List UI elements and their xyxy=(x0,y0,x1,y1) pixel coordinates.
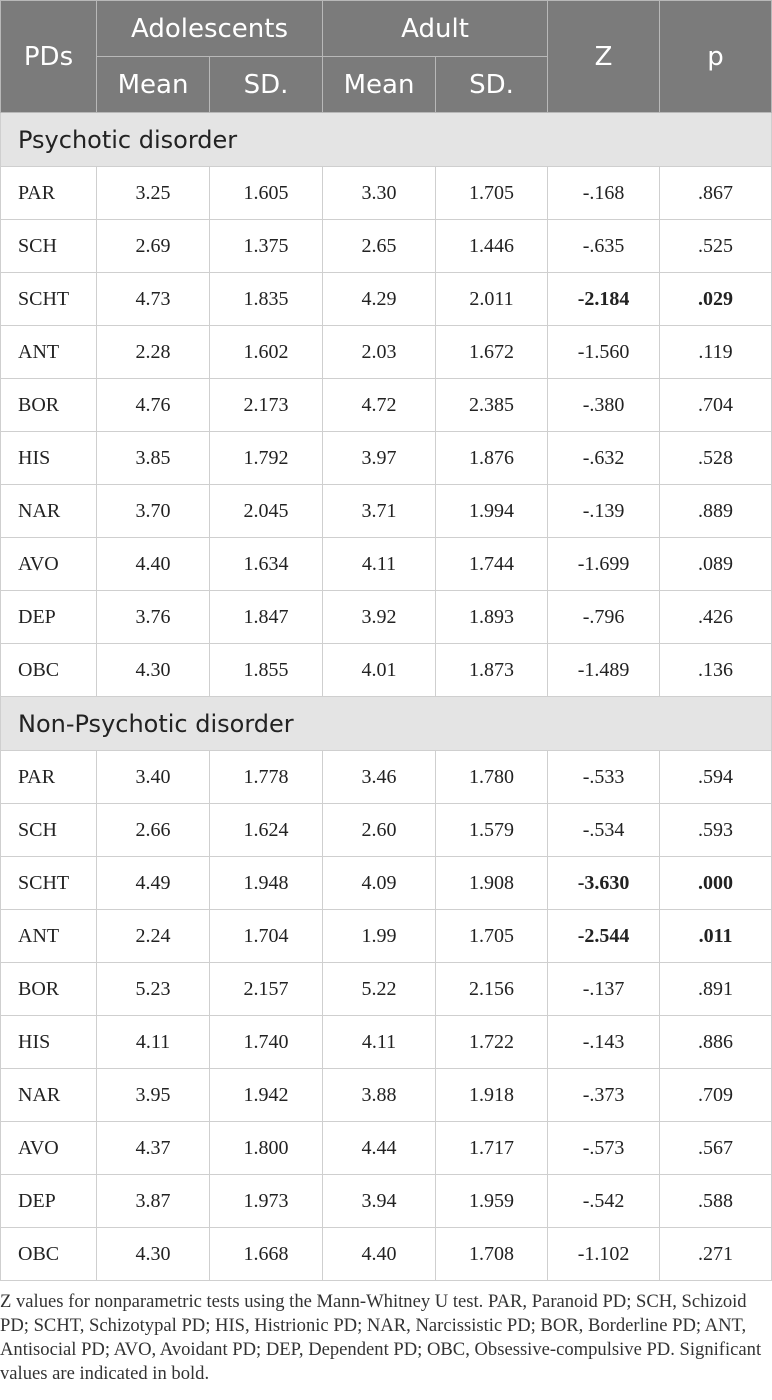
adolescents-sd-cell: 1.973 xyxy=(210,1175,323,1228)
p-cell: .709 xyxy=(660,1069,772,1122)
adult-mean-cell: 4.11 xyxy=(323,538,436,591)
header-p: p xyxy=(660,1,772,113)
adult-mean-cell: 3.92 xyxy=(323,591,436,644)
section-title: Non-Psychotic disorder xyxy=(1,697,772,751)
adolescents-mean-cell: 3.85 xyxy=(97,432,210,485)
adolescents-sd-cell: 1.704 xyxy=(210,910,323,963)
adolescents-sd-cell: 1.375 xyxy=(210,220,323,273)
adult-sd-cell: 1.873 xyxy=(436,644,548,697)
adult-mean-cell: 3.97 xyxy=(323,432,436,485)
adolescents-sd-cell: 1.800 xyxy=(210,1122,323,1175)
p-cell: .593 xyxy=(660,804,772,857)
adolescents-mean-cell: 5.23 xyxy=(97,963,210,1016)
table-row xyxy=(1,273,772,326)
z-cell: -.380 xyxy=(548,379,660,432)
p-cell: .029 xyxy=(660,273,772,326)
adolescents-mean-cell: 2.66 xyxy=(97,804,210,857)
p-cell: .588 xyxy=(660,1175,772,1228)
pd-cell: NAR xyxy=(1,1069,97,1122)
table-row xyxy=(1,751,772,804)
adolescents-mean-cell: 4.73 xyxy=(97,273,210,326)
table-row xyxy=(1,485,772,538)
adolescents-sd-cell: 1.942 xyxy=(210,1069,323,1122)
adolescents-mean-cell: 4.49 xyxy=(97,857,210,910)
z-cell: -.137 xyxy=(548,963,660,1016)
table-row xyxy=(1,432,772,485)
table-row xyxy=(1,857,772,910)
table-header xyxy=(1,1,772,113)
pd-cell: SCH xyxy=(1,220,97,273)
adult-mean-cell: 3.94 xyxy=(323,1175,436,1228)
z-cell: -.632 xyxy=(548,432,660,485)
section-title: Psychotic disorder xyxy=(1,113,772,167)
adolescents-sd-cell: 2.157 xyxy=(210,963,323,1016)
p-cell: .891 xyxy=(660,963,772,1016)
pd-cell: DEP xyxy=(1,1175,97,1228)
adult-sd-cell: 1.705 xyxy=(436,167,548,220)
adolescents-sd-cell: 1.602 xyxy=(210,326,323,379)
table-row xyxy=(1,326,772,379)
table-row xyxy=(1,910,772,963)
adolescents-sd-cell: 2.173 xyxy=(210,379,323,432)
p-cell: .704 xyxy=(660,379,772,432)
z-cell: -.373 xyxy=(548,1069,660,1122)
adult-mean-cell: 1.99 xyxy=(323,910,436,963)
pd-cell: HIS xyxy=(1,432,97,485)
z-cell: -.796 xyxy=(548,591,660,644)
pd-cell: NAR xyxy=(1,485,97,538)
z-cell: -.168 xyxy=(548,167,660,220)
adult-sd-cell: 2.385 xyxy=(436,379,548,432)
table-row xyxy=(1,379,772,432)
adolescents-sd-cell: 1.740 xyxy=(210,1016,323,1069)
adult-sd-cell: 1.876 xyxy=(436,432,548,485)
pd-cell: ANT xyxy=(1,910,97,963)
pd-cell: OBC xyxy=(1,644,97,697)
adult-sd-cell: 1.672 xyxy=(436,326,548,379)
p-cell: .271 xyxy=(660,1228,772,1281)
header-row-groups xyxy=(1,1,772,57)
table-row xyxy=(1,1122,772,1175)
adolescents-mean-cell: 4.40 xyxy=(97,538,210,591)
p-cell: .525 xyxy=(660,220,772,273)
adolescents-mean-cell: 3.70 xyxy=(97,485,210,538)
p-cell: .567 xyxy=(660,1122,772,1175)
pd-cell: SCHT xyxy=(1,857,97,910)
p-cell: .528 xyxy=(660,432,772,485)
z-cell: -.534 xyxy=(548,804,660,857)
pd-cell: AVO xyxy=(1,1122,97,1175)
adult-sd-cell: 1.722 xyxy=(436,1016,548,1069)
z-cell: -3.630 xyxy=(548,857,660,910)
z-cell: -.635 xyxy=(548,220,660,273)
p-cell: .136 xyxy=(660,644,772,697)
pd-cell: PAR xyxy=(1,167,97,220)
section-header-row xyxy=(1,113,772,167)
adult-sd-cell: 1.705 xyxy=(436,910,548,963)
table-row xyxy=(1,1228,772,1281)
z-cell: -.573 xyxy=(548,1122,660,1175)
adolescents-mean-cell: 3.76 xyxy=(97,591,210,644)
adult-sd-cell: 2.156 xyxy=(436,963,548,1016)
p-cell: .011 xyxy=(660,910,772,963)
header-z: Z xyxy=(548,1,660,113)
header-adolescents-sd: SD. xyxy=(210,57,323,113)
pd-cell: OBC xyxy=(1,1228,97,1281)
adult-sd-cell: 1.579 xyxy=(436,804,548,857)
pd-cell: ANT xyxy=(1,326,97,379)
adolescents-mean-cell: 3.40 xyxy=(97,751,210,804)
z-cell: -2.544 xyxy=(548,910,660,963)
p-cell: .119 xyxy=(660,326,772,379)
header-adult: Adult xyxy=(323,1,548,57)
header-pds: PDs xyxy=(1,1,97,113)
adult-mean-cell: 3.46 xyxy=(323,751,436,804)
section-header-row xyxy=(1,697,772,751)
z-cell: -.139 xyxy=(548,485,660,538)
pd-cell: BOR xyxy=(1,379,97,432)
adult-mean-cell: 4.72 xyxy=(323,379,436,432)
table-row xyxy=(1,220,772,273)
table-row xyxy=(1,963,772,1016)
header-adult-sd: SD. xyxy=(436,57,548,113)
adult-mean-cell: 2.65 xyxy=(323,220,436,273)
table-footnote: Z values for nonparametric tests using the Mann-Whitney U test. PAR, Paranoid PD; SCH, Schizoid PD; SCHT, Schizotypal PD; HIS, Histrionic PD; NAR, Narcissistic PD; BOR, Borderline PD; ANT, Antisocial PD; AVO, Avoidant PD; DEP, Dependent PD; OBC, Obsessive-compulsive PD. Significant values are indicated in bold. xyxy=(0,1291,762,1384)
adult-sd-cell: 1.780 xyxy=(436,751,548,804)
z-cell: -.533 xyxy=(548,751,660,804)
adult-sd-cell: 1.908 xyxy=(436,857,548,910)
adolescents-sd-cell: 1.847 xyxy=(210,591,323,644)
table-row xyxy=(1,1069,772,1122)
adult-sd-cell: 1.446 xyxy=(436,220,548,273)
table-row xyxy=(1,538,772,591)
adolescents-sd-cell: 1.792 xyxy=(210,432,323,485)
adult-mean-cell: 4.29 xyxy=(323,273,436,326)
adult-mean-cell: 4.40 xyxy=(323,1228,436,1281)
adolescents-sd-cell: 2.045 xyxy=(210,485,323,538)
adult-mean-cell: 3.71 xyxy=(323,485,436,538)
adolescents-sd-cell: 1.778 xyxy=(210,751,323,804)
adult-mean-cell: 5.22 xyxy=(323,963,436,1016)
adult-mean-cell: 4.01 xyxy=(323,644,436,697)
pd-cell: BOR xyxy=(1,963,97,1016)
adolescents-sd-cell: 1.948 xyxy=(210,857,323,910)
z-cell: -1.560 xyxy=(548,326,660,379)
table-row xyxy=(1,804,772,857)
adult-mean-cell: 2.60 xyxy=(323,804,436,857)
p-cell: .886 xyxy=(660,1016,772,1069)
pd-cell: SCH xyxy=(1,804,97,857)
z-cell: -1.489 xyxy=(548,644,660,697)
adult-sd-cell: 1.959 xyxy=(436,1175,548,1228)
adolescents-sd-cell: 1.605 xyxy=(210,167,323,220)
p-cell: .867 xyxy=(660,167,772,220)
pd-cell: PAR xyxy=(1,751,97,804)
adolescents-mean-cell: 3.95 xyxy=(97,1069,210,1122)
adolescents-mean-cell: 2.28 xyxy=(97,326,210,379)
table-row xyxy=(1,1175,772,1228)
adult-sd-cell: 1.893 xyxy=(436,591,548,644)
z-cell: -2.184 xyxy=(548,273,660,326)
table-body xyxy=(1,113,772,1281)
adult-mean-cell: 2.03 xyxy=(323,326,436,379)
adolescents-mean-cell: 4.37 xyxy=(97,1122,210,1175)
adolescents-sd-cell: 1.855 xyxy=(210,644,323,697)
table-row xyxy=(1,1016,772,1069)
adult-mean-cell: 4.44 xyxy=(323,1122,436,1175)
adolescents-mean-cell: 4.30 xyxy=(97,1228,210,1281)
pd-cell: SCHT xyxy=(1,273,97,326)
adolescents-mean-cell: 3.87 xyxy=(97,1175,210,1228)
adolescents-sd-cell: 1.835 xyxy=(210,273,323,326)
p-cell: .426 xyxy=(660,591,772,644)
adolescents-mean-cell: 2.24 xyxy=(97,910,210,963)
header-adolescents: Adolescents xyxy=(97,1,323,57)
table-row xyxy=(1,644,772,697)
adolescents-mean-cell: 4.76 xyxy=(97,379,210,432)
z-cell: -1.102 xyxy=(548,1228,660,1281)
adult-sd-cell: 2.011 xyxy=(436,273,548,326)
pd-cell: HIS xyxy=(1,1016,97,1069)
p-cell: .089 xyxy=(660,538,772,591)
adult-mean-cell: 3.30 xyxy=(323,167,436,220)
adolescents-mean-cell: 4.30 xyxy=(97,644,210,697)
adult-sd-cell: 1.717 xyxy=(436,1122,548,1175)
table-row xyxy=(1,167,772,220)
adult-mean-cell: 4.09 xyxy=(323,857,436,910)
header-adolescents-mean: Mean xyxy=(97,57,210,113)
adolescents-mean-cell: 3.25 xyxy=(97,167,210,220)
adult-sd-cell: 1.918 xyxy=(436,1069,548,1122)
adult-sd-cell: 1.994 xyxy=(436,485,548,538)
adult-mean-cell: 4.11 xyxy=(323,1016,436,1069)
p-cell: .000 xyxy=(660,857,772,910)
header-adult-mean: Mean xyxy=(323,57,436,113)
z-cell: -1.699 xyxy=(548,538,660,591)
adult-sd-cell: 1.744 xyxy=(436,538,548,591)
p-cell: .889 xyxy=(660,485,772,538)
z-cell: -.542 xyxy=(548,1175,660,1228)
adult-sd-cell: 1.708 xyxy=(436,1228,548,1281)
adolescents-sd-cell: 1.668 xyxy=(210,1228,323,1281)
adult-mean-cell: 3.88 xyxy=(323,1069,436,1122)
pd-cell: DEP xyxy=(1,591,97,644)
p-cell: .594 xyxy=(660,751,772,804)
adolescents-sd-cell: 1.624 xyxy=(210,804,323,857)
table-row xyxy=(1,591,772,644)
adolescents-mean-cell: 2.69 xyxy=(97,220,210,273)
z-cell: -.143 xyxy=(548,1016,660,1069)
pd-cell: AVO xyxy=(1,538,97,591)
adolescents-sd-cell: 1.634 xyxy=(210,538,323,591)
adolescents-mean-cell: 4.11 xyxy=(97,1016,210,1069)
